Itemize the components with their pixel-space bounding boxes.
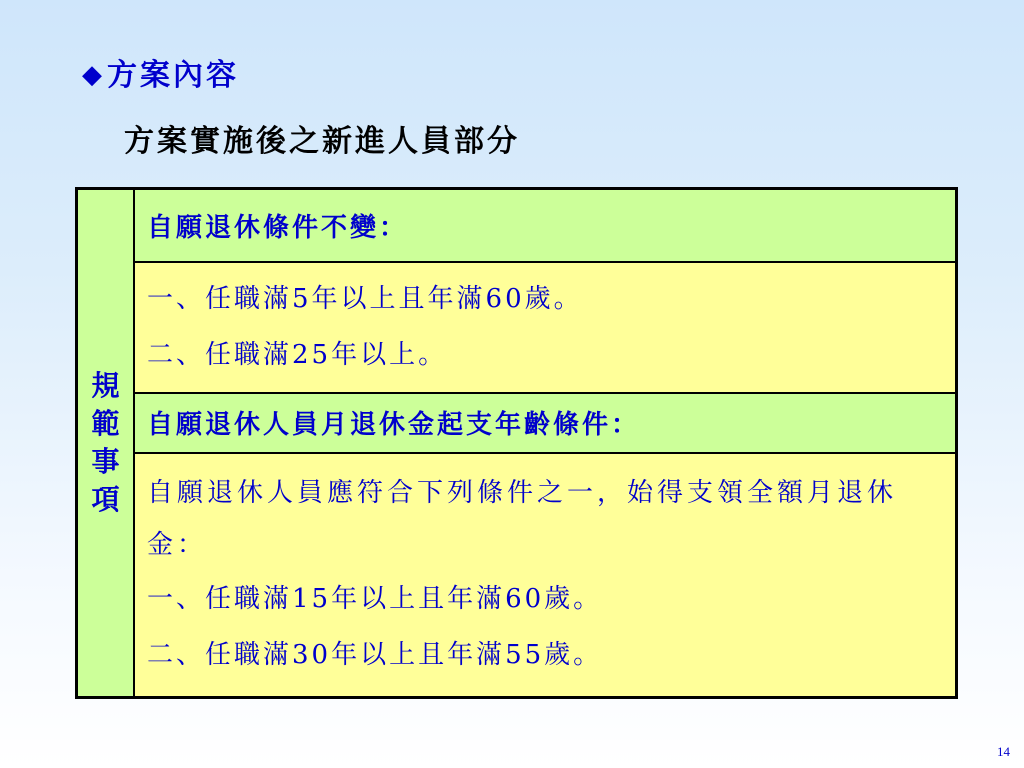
side-label-cell xyxy=(77,189,135,698)
diamond-bullet-icon: ◆ xyxy=(82,60,105,90)
section-heading-text: 方案內容 xyxy=(107,58,239,93)
section1-header: 自願退休條件不變： xyxy=(134,189,957,262)
section1-item: 一、任職滿5年以上且年滿60歲。 xyxy=(147,284,583,315)
subheading: 方案實施後之新進人員部分 xyxy=(124,124,520,159)
page-number: 14 xyxy=(997,744,1010,759)
section2-item: 一、任職滿15年以上且年滿60歲。 xyxy=(147,584,603,615)
section2-body xyxy=(134,453,957,697)
section2-intro: 自願退休人員應符合下列條件之一，始得支領全額月退休金： xyxy=(147,478,898,561)
section-heading xyxy=(82,50,239,94)
section1-body xyxy=(134,262,957,393)
rules-table xyxy=(75,187,958,699)
section2-header: 自願退休人員月退休金起支年齡條件： xyxy=(134,393,957,453)
side-label: 規範事項 xyxy=(91,369,120,516)
section2-item: 二、任職滿30年以上且年滿55歲。 xyxy=(147,640,603,671)
section1-item: 二、任職滿25年以上。 xyxy=(147,340,448,371)
